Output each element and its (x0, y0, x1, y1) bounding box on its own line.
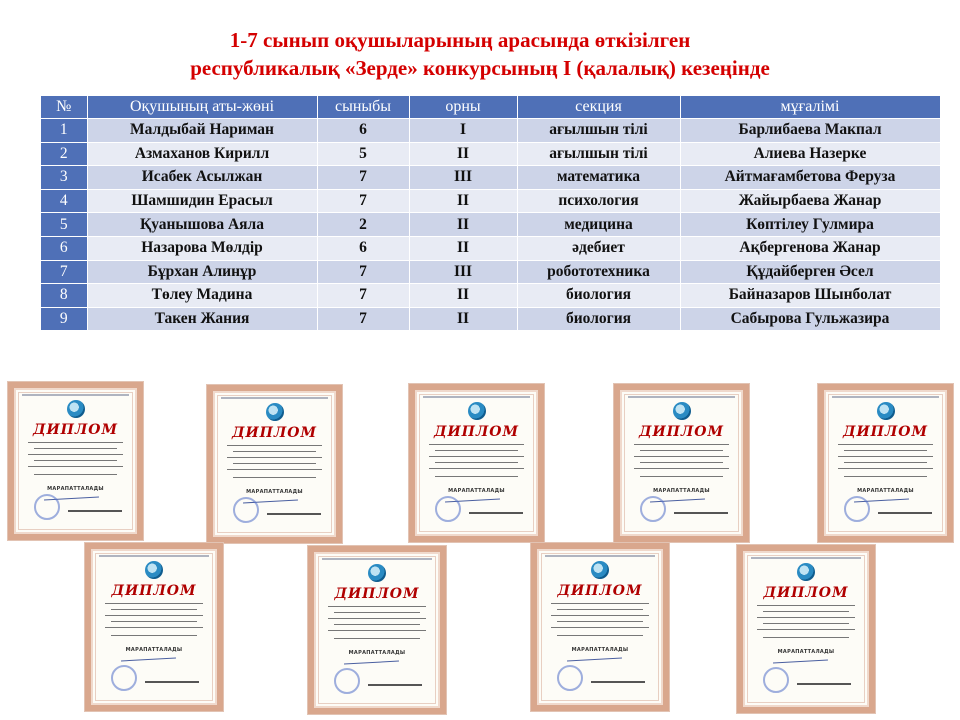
diploma-text-line (557, 609, 643, 610)
title-line-1: 1-7 сынып оқушыларының арасында өткізілген (229, 28, 691, 52)
place-cell: ІІ (409, 307, 517, 330)
diploma-title: ДИПЛОМ (33, 422, 118, 438)
diploma-logo-icon (145, 561, 163, 579)
teacher-cell: Құдайберген Әсел (680, 260, 940, 284)
table-row (41, 142, 940, 166)
diploma-text-line (328, 606, 426, 607)
table-row (41, 284, 940, 308)
table-row (41, 260, 940, 284)
section-cell: биология (517, 284, 680, 308)
diploma-text-line (557, 635, 643, 636)
section-cell: әдебиет (517, 236, 680, 260)
diploma-footer-line (145, 681, 199, 683)
diploma-text-line (838, 468, 933, 469)
diploma-text-line (640, 476, 723, 477)
diploma-footer-line (267, 513, 321, 515)
diploma-text-line (763, 623, 849, 624)
place-cell: ІІІ (409, 260, 517, 284)
diploma-text-line (105, 627, 203, 628)
diploma-title: ДИПЛОМ (763, 585, 849, 601)
diploma-title: ДИПЛОМ (232, 425, 317, 441)
section-cell: ағылшын тілі (517, 142, 680, 166)
diploma-text-line (763, 637, 849, 638)
diploma-header-line (832, 396, 939, 398)
diploma-logo-icon (591, 561, 609, 579)
row-number-cell: 5 (41, 213, 87, 237)
diploma-thumbnail (8, 382, 143, 540)
table-row (41, 307, 940, 330)
table-row (41, 119, 940, 143)
diploma-text-line (557, 621, 643, 622)
section-cell: биология (517, 307, 680, 330)
teacher-cell: Байназаров Шынболат (680, 284, 940, 308)
diploma-footer-line (674, 512, 728, 514)
diploma-thumbnail (531, 543, 669, 711)
header-number: № (41, 96, 87, 119)
diploma-text-line (429, 444, 524, 445)
diploma-text-line (844, 476, 927, 477)
diploma-footer-line (797, 683, 851, 685)
place-cell: ІІ (409, 213, 517, 237)
table-row (41, 213, 940, 237)
diploma-text-line (435, 476, 518, 477)
diploma-text-line (763, 611, 849, 612)
diploma-text-line (634, 456, 729, 457)
diploma-award-label: МАРАПАТТАЛАДЫ (125, 647, 183, 653)
diploma-logo-icon (797, 563, 815, 581)
diploma-header-line (751, 557, 861, 559)
teacher-cell: Көптілеу Гулмира (680, 213, 940, 237)
diploma-header-line (628, 396, 735, 398)
diploma-logo-icon (368, 564, 386, 582)
diploma-header-line (22, 394, 129, 396)
diploma-logo-icon (877, 402, 895, 420)
place-cell: ІІ (409, 284, 517, 308)
header-teacher: мұғалімі (680, 96, 940, 119)
row-number-cell: 2 (41, 142, 87, 166)
diploma-text-line (328, 630, 426, 631)
diploma-text-line (757, 617, 855, 618)
student-name-cell: Төлеу Мадина (87, 284, 317, 308)
diploma-text-line (227, 445, 322, 446)
diploma-text-line (634, 468, 729, 469)
diploma-title: ДИПЛОМ (639, 424, 724, 440)
diploma-logo-icon (67, 400, 85, 418)
grade-cell: 7 (317, 189, 409, 213)
diploma-text-line (105, 615, 203, 616)
grade-cell: 5 (317, 142, 409, 166)
table-row (41, 189, 940, 213)
diploma-text-line (429, 456, 524, 457)
diploma-text-line (28, 466, 123, 467)
diploma-header-line (221, 397, 328, 399)
diploma-award-label: МАРАПАТТАЛАДЫ (571, 647, 629, 653)
place-cell: ІІ (409, 236, 517, 260)
section-cell: медицина (517, 213, 680, 237)
section-cell: психология (517, 189, 680, 213)
diploma-title: ДИПЛОМ (111, 583, 197, 599)
place-cell: І (409, 119, 517, 143)
table-row (41, 236, 940, 260)
student-name-cell: Шамшидин Ерасыл (87, 189, 317, 213)
diploma-text-line (429, 468, 524, 469)
diploma-text-line (334, 612, 420, 613)
diploma-text-line (28, 442, 123, 443)
diploma-text-line (634, 444, 729, 445)
diploma-header-line (545, 555, 655, 557)
diploma-thumbnail (614, 384, 749, 542)
row-number-cell: 3 (41, 166, 87, 190)
diploma-text-line (435, 462, 518, 463)
diploma-text-line (34, 448, 117, 449)
diploma-thumbnail (85, 543, 223, 711)
results-table (41, 96, 941, 330)
grade-cell: 2 (317, 213, 409, 237)
diploma-text-line (328, 618, 426, 619)
diploma-footer-line (469, 512, 523, 514)
diploma-stamp-icon (233, 497, 259, 523)
diploma-text-line (435, 450, 518, 451)
diploma-thumbnail (409, 384, 544, 542)
title-line-2: республикалық «Зерде» конкурсының І (қалалық) кезеңінде (190, 56, 770, 80)
diploma-title: ДИПЛОМ (843, 424, 928, 440)
diploma-thumbnail (737, 545, 875, 713)
diploma-stamp-icon (640, 496, 666, 522)
diploma-text-line (233, 477, 316, 478)
diploma-stamp-icon (34, 494, 60, 520)
student-name-cell: Назарова Мөлдір (87, 236, 317, 260)
table-row (41, 166, 940, 190)
diploma-logo-icon (468, 402, 486, 420)
diploma-header-line (99, 555, 209, 557)
section-cell: математика (517, 166, 680, 190)
diploma-stamp-icon (435, 496, 461, 522)
diploma-text-line (34, 460, 117, 461)
row-number-cell: 4 (41, 189, 87, 213)
diploma-header-line (423, 396, 530, 398)
diploma-text-line (28, 454, 123, 455)
grade-cell: 7 (317, 260, 409, 284)
diploma-text-line (640, 450, 723, 451)
diploma-footer-line (878, 512, 932, 514)
header-grade: сыныбы (317, 96, 409, 119)
grade-cell: 7 (317, 307, 409, 330)
section-cell: ағылшын тілі (517, 119, 680, 143)
page-title (0, 26, 960, 82)
student-name-cell: Қуанышова Аяла (87, 213, 317, 237)
diploma-text-line (844, 450, 927, 451)
grade-cell: 6 (317, 236, 409, 260)
student-name-cell: Азмаханов Кирилл (87, 142, 317, 166)
row-number-cell: 9 (41, 307, 87, 330)
diploma-stamp-icon (557, 665, 583, 691)
teacher-cell: Жайырбаева Жанар (680, 189, 940, 213)
diploma-stamp-icon (763, 667, 789, 693)
student-name-cell: Бұрхан Алинұр (87, 260, 317, 284)
diploma-text-line (227, 457, 322, 458)
diploma-footer-line (68, 510, 122, 512)
grade-cell: 7 (317, 166, 409, 190)
diploma-award-label: МАРАПАТТАЛАДЫ (777, 649, 835, 655)
teacher-cell: Айтмағамбетова Феруза (680, 166, 940, 190)
row-number-cell: 1 (41, 119, 87, 143)
diploma-stamp-icon (334, 668, 360, 694)
diploma-award-label: МАРАПАТТАЛАДЫ (47, 486, 104, 492)
diploma-footer-line (591, 681, 645, 683)
student-name-cell: Исабек Асылжан (87, 166, 317, 190)
diploma-title: ДИПЛОМ (557, 583, 643, 599)
teacher-cell: Ақбергенова Жанар (680, 236, 940, 260)
diploma-text-line (551, 627, 649, 628)
row-number-cell: 7 (41, 260, 87, 284)
diploma-award-label: МАРАПАТТАЛАДЫ (246, 489, 303, 495)
diploma-logo-icon (673, 402, 691, 420)
diploma-thumbnail (818, 384, 953, 542)
diploma-text-line (34, 474, 117, 475)
header-section: секция (517, 96, 680, 119)
diploma-text-line (111, 621, 197, 622)
diploma-text-line (111, 635, 197, 636)
header-place: орны (409, 96, 517, 119)
diploma-text-line (551, 615, 649, 616)
diploma-title: ДИПЛОМ (434, 424, 519, 440)
header-student-name: Оқушының аты-жөні (87, 96, 317, 119)
row-number-cell: 6 (41, 236, 87, 260)
student-name-cell: Такен Жания (87, 307, 317, 330)
teacher-cell: Сабырова Гульжазира (680, 307, 940, 330)
diploma-stamp-icon (844, 496, 870, 522)
diploma-text-line (838, 456, 933, 457)
diploma-text-line (334, 624, 420, 625)
place-cell: ІІ (409, 142, 517, 166)
diploma-text-line (334, 638, 420, 639)
row-number-cell: 8 (41, 284, 87, 308)
diploma-text-line (233, 463, 316, 464)
diploma-award-label: МАРАПАТТАЛАДЫ (653, 488, 710, 494)
diploma-text-line (105, 603, 203, 604)
diploma-header-line (322, 558, 432, 560)
diploma-footer-line (368, 684, 422, 686)
teacher-cell: Барлибаева Макпал (680, 119, 940, 143)
section-cell: робототехника (517, 260, 680, 284)
diploma-text-line (233, 451, 316, 452)
table-header-row (41, 96, 940, 119)
place-cell: ІІ (409, 189, 517, 213)
diploma-award-label: МАРАПАТТАЛАДЫ (348, 650, 406, 656)
student-name-cell: Малдыбай Нариман (87, 119, 317, 143)
diploma-thumbnail (207, 385, 342, 543)
diploma-logo-icon (266, 403, 284, 421)
grade-cell: 6 (317, 119, 409, 143)
diploma-text-line (757, 629, 855, 630)
diploma-text-line (551, 603, 649, 604)
place-cell: ІІІ (409, 166, 517, 190)
diploma-award-label: МАРАПАТТАЛАДЫ (857, 488, 914, 494)
grade-cell: 7 (317, 284, 409, 308)
diploma-text-line (227, 469, 322, 470)
diploma-thumbnail (308, 546, 446, 714)
diploma-title: ДИПЛОМ (334, 586, 420, 602)
diploma-text-line (640, 462, 723, 463)
diploma-text-line (111, 609, 197, 610)
diploma-stamp-icon (111, 665, 137, 691)
diploma-award-label: МАРАПАТТАЛАДЫ (448, 488, 505, 494)
teacher-cell: Алиева Назерке (680, 142, 940, 166)
diploma-text-line (757, 605, 855, 606)
diploma-text-line (844, 462, 927, 463)
diploma-text-line (838, 444, 933, 445)
